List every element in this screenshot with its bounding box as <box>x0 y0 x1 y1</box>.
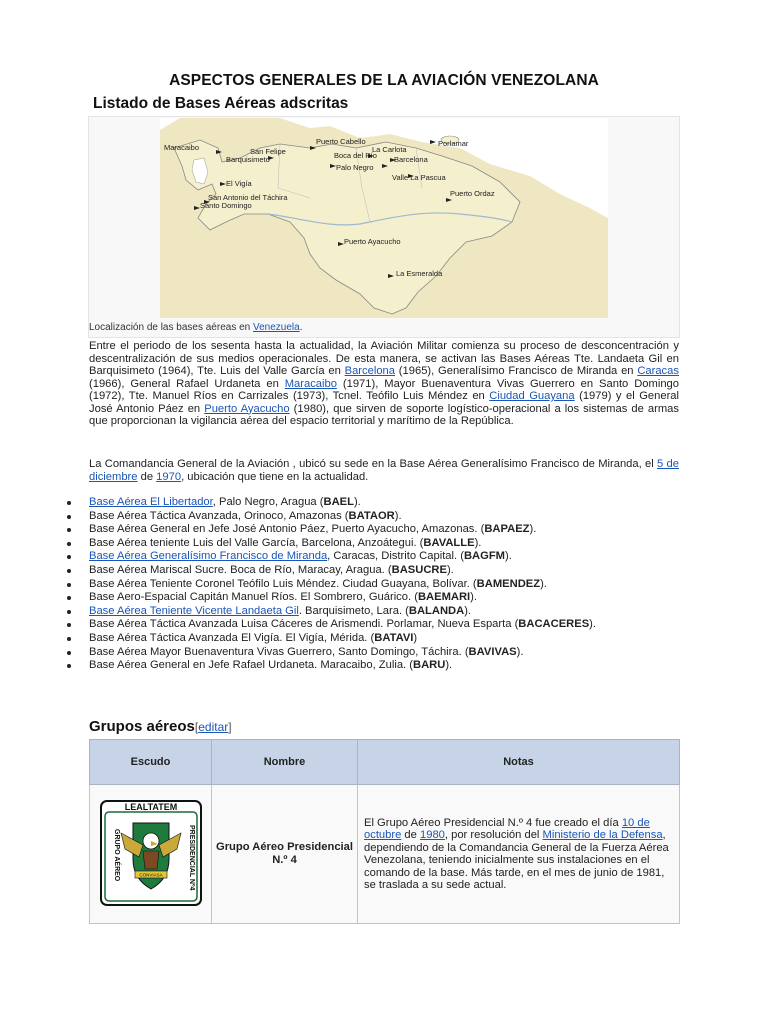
section-subtitle: Listado de Bases Aéreas adscritas <box>93 95 349 112</box>
base-text: Base Aérea Mayor Buenaventura Vivas Guerrero, Santo Domingo, Táchira. ( <box>89 645 469 658</box>
base-link[interactable]: Base Aérea Generalísimo Francisco de Miranda <box>89 550 328 563</box>
year-1980-link[interactable]: 1980 <box>420 829 445 841</box>
notes-text-3: , por resolución del <box>444 829 543 841</box>
year-link[interactable]: 1970 <box>156 470 182 483</box>
list-item <box>89 605 679 619</box>
edit-link[interactable]: editar <box>198 720 229 734</box>
edit-bracket-open: [ <box>194 720 199 734</box>
base-text: Base Aérea Mariscal Sucre. Boca de Río, Maracay, Aragua. ( <box>89 563 392 576</box>
venezuela-map-graphic <box>160 118 608 318</box>
p2-text-2: de <box>137 470 157 483</box>
emblem-right-text: PRESIDENCIAL Nº4 <box>187 824 195 890</box>
air-bases-list <box>89 496 679 673</box>
notes-text-4: , dependiendo de la Comandancia General de la Fuerza Aérea Venezolana, teniendo inicialmente sus instalaciones en el comando de la base. Más tarde, en el mes de junio de 1981, se traslada a su sede actual. <box>364 829 669 891</box>
base-text: , Palo Negro, Aragua ( <box>212 496 324 508</box>
maracaibo-link[interactable]: Maracaibo <box>284 377 337 390</box>
base-link[interactable]: Base Aérea Teniente Vicente Landaeta Gil <box>89 604 299 617</box>
p2-text-1: La Comandancia General de la Aviación , ubicó su sede en la Base Aérea Generalísimo Francisco de Miranda, el <box>89 458 658 470</box>
barcelona-link[interactable]: Barcelona <box>344 365 396 377</box>
base-end: ). <box>589 618 597 631</box>
base-text: . Barquisimeto, Lara. ( <box>298 604 409 617</box>
base-code: BATAOR <box>348 509 395 522</box>
ciudad-guayana-link[interactable]: Ciudad Guayana <box>489 390 575 402</box>
p1-text-6: (1980), que sirven de soporte logístico-operacional a los sistemas de armas que proporcionan la vigilancia aérea del espacio territorial y marítimo de la República. <box>89 402 679 427</box>
p1-text-1: Entre el periodo de los sesenta hasta la actualidad, la Aviación Militar comienza su proceso de desconcentración y descentralización de sus medios operacionales. De esta manera, se activan las Bases Aéreas Tte. Landaeta Gil en Barquisimeto (1964), Tte. Luis del Valle García en <box>89 340 679 377</box>
venezuela-link[interactable]: Venezuela <box>253 322 300 333</box>
list-item <box>89 646 679 660</box>
edit-section <box>195 720 232 734</box>
base-text: , Caracas, Distrito Capital. ( <box>327 550 464 563</box>
base-text: Base Aero-Espacial Capitán Manuel Ríos. El Sombrero, Guárico. ( <box>89 591 418 604</box>
map-label-puerto-ordaz: Puerto Ordaz <box>450 189 495 198</box>
table-header-row <box>90 740 680 785</box>
list-item <box>89 496 679 510</box>
base-end: ). <box>446 563 454 576</box>
base-text: Base Aérea General en Jefe José Antonio Páez, Puerto Ayacucho, Amazonas. ( <box>89 523 485 536</box>
list-item <box>89 537 679 551</box>
puerto-ayacucho-link[interactable]: Puerto Ayacucho <box>204 402 290 415</box>
emblem-left-text: GRUPO AÉREO <box>112 828 120 881</box>
caption-end: . <box>299 322 303 333</box>
base-end: ). <box>464 604 472 617</box>
map-label-valle-la-pascua: Valle La Pascua <box>392 173 446 182</box>
table-row <box>90 785 680 924</box>
header-escudo: Escudo <box>90 740 212 785</box>
base-code: BAVIVAS <box>468 645 517 658</box>
header-notas: Notas <box>358 740 680 785</box>
caption-text: Localización de las bases aéreas en <box>89 322 253 333</box>
base-text: Base Aérea Teniente Coronel Teófilo Luis Méndez. Ciudad Guayana, Bolívar. ( <box>89 577 477 590</box>
group-notes-cell <box>358 785 680 924</box>
map-label-la-carlota: La Carlota <box>372 145 407 154</box>
map-label-barquisimeto: Barquisimeto <box>226 155 270 164</box>
base-link[interactable]: Base Aérea El Libertador <box>89 496 213 508</box>
p1-text-5: (1979) y el General José Antonio Páez en <box>89 390 680 415</box>
map-caption <box>89 322 303 333</box>
base-end: ). <box>529 523 537 536</box>
base-end: ). <box>470 591 478 604</box>
base-end: ). <box>445 659 453 672</box>
base-end: ). <box>540 577 547 590</box>
base-code: BATAVI <box>374 631 414 644</box>
map-label-santo-domingo: Santo Domingo <box>200 201 252 210</box>
air-bases-map <box>160 118 608 318</box>
groups-heading-text: Grupos aéreos <box>89 718 195 735</box>
p1-text-2: (1965), Generalísimo Francisco de Miranda en <box>395 365 638 377</box>
notes-text-1: El Grupo Aéreo Presidencial N.º 4 fue creado el día <box>364 816 622 829</box>
base-code: BASUCRE <box>391 563 447 576</box>
document-title: ASPECTOS GENERALES DE LA AVIACIÓN VENEZOLANA <box>169 72 599 89</box>
list-item <box>89 578 679 592</box>
map-label-el-vigia: El Vigía <box>226 179 252 188</box>
emblem-cell <box>90 785 212 924</box>
base-end: ) <box>413 631 418 644</box>
list-item <box>89 591 679 605</box>
list-item <box>89 564 679 578</box>
map-label-palo-negro: Palo Negro <box>336 163 374 172</box>
base-end: ). <box>516 645 524 658</box>
list-item <box>89 523 679 537</box>
command-paragraph <box>89 458 679 483</box>
groups-heading <box>89 718 232 735</box>
emblem-top-text: LEALTATEM <box>124 801 177 812</box>
base-code: BACACERES <box>518 618 590 631</box>
caracas-link[interactable]: Caracas <box>637 365 679 377</box>
map-label-boca-del-rio: Boca del Río <box>334 151 377 160</box>
map-label-puerto-cabello: Puerto Cabello <box>316 137 366 146</box>
ministry-link[interactable]: Ministerio de la Defensa <box>542 829 663 841</box>
history-paragraph <box>89 340 679 428</box>
p2-text-3: , ubicación que tiene en la actualidad. <box>181 470 369 483</box>
base-text: Base Aérea General en Jefe Rafael Urdaneta. Maracaibo, Zulia. ( <box>89 659 413 672</box>
base-end: ). <box>394 509 402 522</box>
map-label-maracaibo: Maracaibo <box>164 143 200 152</box>
base-code: BAPAEZ <box>484 523 530 536</box>
header-nombre: Nombre <box>212 740 358 785</box>
list-item <box>89 632 679 646</box>
map-label-puerto-ayacucho: Puerto Ayacucho <box>344 237 401 246</box>
base-end: ). <box>353 496 361 508</box>
base-text: Base Aérea Táctica Avanzada, Orinoco, Amazonas ( <box>89 509 349 522</box>
base-code: BAMENDEZ <box>476 577 541 590</box>
map-label-porlamar: Porlamar <box>438 139 469 148</box>
emblem-ribbon-text: CONVIASA <box>138 872 163 877</box>
map-label-san-antonio-del-tachira: San Antonio del Táchira <box>208 193 288 202</box>
date-link[interactable]: 5 de diciembre <box>89 458 679 483</box>
base-code: BARU <box>413 659 446 672</box>
groups-table <box>89 739 680 924</box>
base-end: ). <box>474 536 482 549</box>
p1-text-4: (1971), Mayor Buenaventura Vivas Guerrero en Santo Domingo (1972), Tte. Manuel Ríos en Carrizales (1973), Tcnel. Teófilo Luis Méndez en <box>89 377 679 402</box>
base-code: BALANDA <box>408 604 465 617</box>
presidential-group-emblem <box>99 799 203 907</box>
edit-bracket-close: ] <box>228 720 232 734</box>
base-code: BAEMARI <box>417 591 471 604</box>
list-item <box>89 659 679 673</box>
base-text: Base Aérea Táctica Avanzada Luisa Cáceres de Arismendi. Porlamar, Nueva Esparta ( <box>89 618 519 631</box>
group-name-cell: Grupo Aéreo Presidencial N.º 4 <box>212 785 358 924</box>
list-item <box>89 550 679 564</box>
base-code: BAGFM <box>463 550 505 563</box>
map-label-la-esmeralda: La Esmeralda <box>396 269 443 278</box>
base-text: Base Aérea teniente Luis del Valle García, Barcelona, Anzoátegui. ( <box>89 536 424 549</box>
base-code: BAEL <box>323 496 354 508</box>
base-text: Base Aérea Táctica Avanzada El Vigía. El Vigía, Mérida. ( <box>89 631 375 644</box>
list-item <box>89 510 679 524</box>
october-date-link[interactable]: 10 de octubre <box>364 816 650 841</box>
list-item <box>89 618 679 632</box>
notes-text-2: de <box>401 829 420 841</box>
base-end: ). <box>504 550 512 563</box>
map-label-san-felipe: San Felipe <box>250 147 286 156</box>
p1-text-3: (1966), General Rafael Urdaneta en <box>89 377 285 390</box>
map-label-barcelona: Barcelona <box>394 155 428 164</box>
base-code: BAVALLE <box>423 536 475 549</box>
